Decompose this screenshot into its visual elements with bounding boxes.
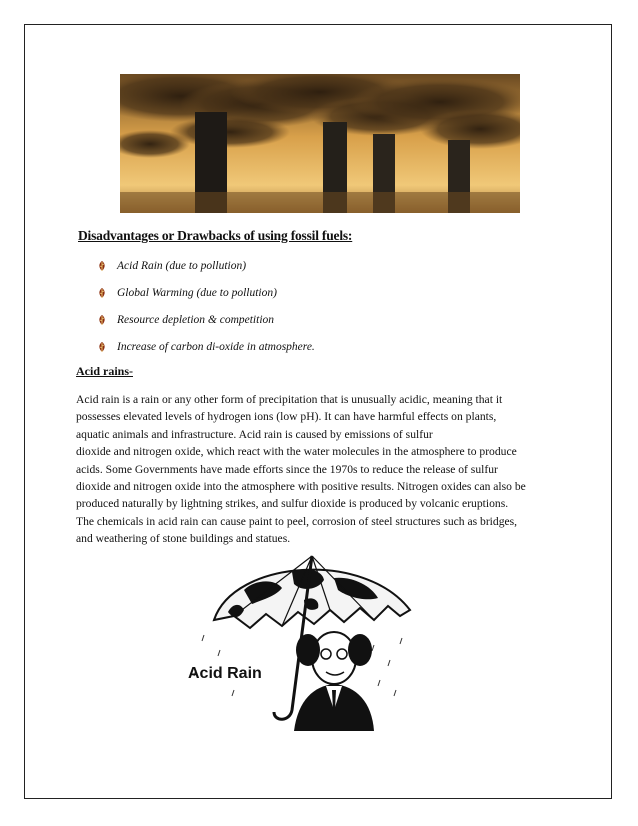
leaf-bullet-icon (96, 260, 108, 272)
list-item (96, 306, 315, 333)
paragraph-line: aquatic animals and infrastructure. Acid rain is caused by emissions of sulfur (76, 427, 433, 441)
paragraph-line: acids. Some Governments have made efforts since the 1970s to reduce the release of sulfur (76, 462, 498, 476)
paragraph-line: dioxide and nitrogen oxide, which react with the water molecules in the atmosphere to produce (76, 445, 517, 459)
list-item (96, 279, 315, 306)
acid-rain-cartoon (174, 550, 420, 731)
paragraph-line: The chemicals in acid rain can cause paint to peel, corrosion of steel structures such as bridges, (76, 514, 518, 528)
paragraph-line: and weathering of stone buildings and statues. (76, 532, 291, 546)
section-subheading: Acid rains- (76, 364, 133, 378)
cartoon-caption: Acid Rain (188, 665, 262, 682)
disadvantages-list (96, 252, 315, 360)
smokestacks-photo (120, 74, 520, 213)
list-item-text: Global Warming (due to pollution) (117, 286, 277, 299)
paragraph-line: produced naturally by lightning strikes, and sulfur dioxide is produced by volcanic eruptions. (76, 497, 509, 511)
list-item-text: Resource depletion & competition (117, 313, 275, 326)
leaf-bullet-icon (96, 314, 108, 326)
leaf-bullet-icon (96, 341, 108, 353)
paragraph-line: possesses elevated levels of hydrogen ions (low pH). It can have harmful effects on plants, (76, 410, 497, 424)
list-item-text: Acid Rain (due to pollution) (117, 259, 247, 272)
leaf-bullet-icon (96, 287, 108, 299)
paragraph-line: dioxide and nitrogen oxide into the atmosphere with positive results. Nitrogen oxides can also be (76, 480, 526, 494)
acid-rain-paragraph (76, 391, 576, 548)
paragraph-line: Acid rain is a rain or any other form of precipitation that is unusually acidic, meaning that it (76, 393, 503, 406)
list-item (96, 252, 315, 279)
list-item (96, 333, 315, 360)
page-heading: Disadvantages or Drawbacks of using fossil fuels: (78, 228, 353, 243)
list-item-text: Increase of carbon di-oxide in atmosphere. (117, 340, 315, 353)
